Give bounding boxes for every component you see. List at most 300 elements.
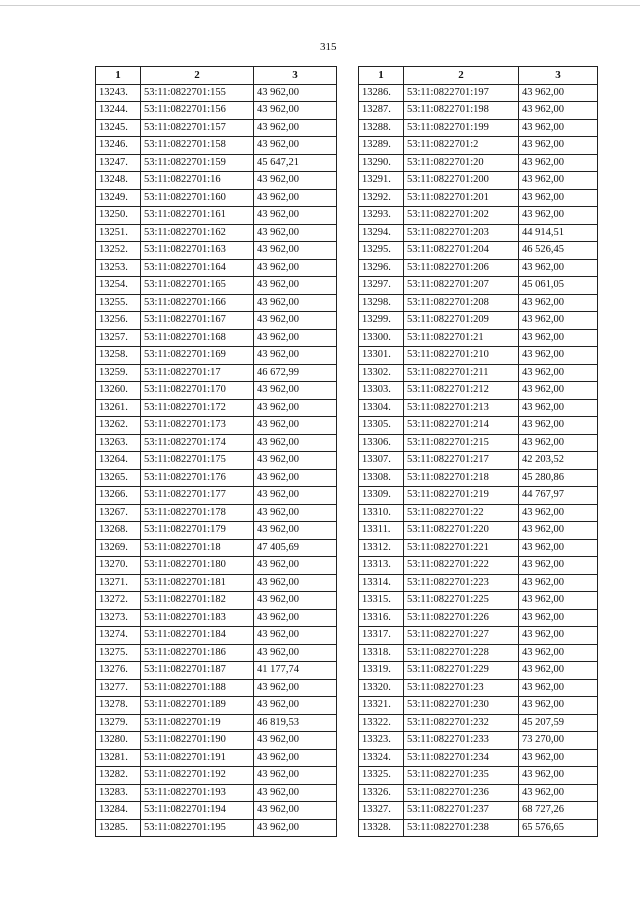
table-row <box>96 592 337 610</box>
row-number: 13271. <box>96 574 141 592</box>
row-number: 13249. <box>96 189 141 207</box>
cadastral-number: 53:11:0822701:200 <box>404 172 519 190</box>
table-row <box>359 644 598 662</box>
cadastral-number: 53:11:0822701:230 <box>404 697 519 715</box>
cadastral-value: 43 962,00 <box>254 487 337 505</box>
cadastral-number: 53:11:0822701:204 <box>404 242 519 260</box>
cadastral-value: 43 962,00 <box>254 259 337 277</box>
row-number: 13267. <box>96 504 141 522</box>
cadastral-number: 53:11:0822701:174 <box>141 434 254 452</box>
table-row <box>359 819 598 837</box>
row-number: 13282. <box>96 767 141 785</box>
cadastral-value: 43 962,00 <box>519 504 598 522</box>
table-row <box>96 504 337 522</box>
row-number: 13294. <box>359 224 404 242</box>
cadastral-number: 53:11:0822701:208 <box>404 294 519 312</box>
cadastral-number: 53:11:0822701:173 <box>141 417 254 435</box>
cadastral-number: 53:11:0822701:2 <box>404 137 519 155</box>
table-row <box>96 382 337 400</box>
row-number: 13307. <box>359 452 404 470</box>
row-number: 13287. <box>359 102 404 120</box>
cadastral-number: 53:11:0822701:209 <box>404 312 519 330</box>
table-row <box>96 662 337 680</box>
cadastral-number: 53:11:0822701:233 <box>404 732 519 750</box>
row-number: 13279. <box>96 714 141 732</box>
table-row <box>96 487 337 505</box>
cadastral-value: 43 962,00 <box>254 627 337 645</box>
cadastral-number: 53:11:0822701:207 <box>404 277 519 295</box>
row-number: 13284. <box>96 802 141 820</box>
cadastral-value: 43 962,00 <box>254 399 337 417</box>
table-row <box>359 679 598 697</box>
table-row <box>359 767 598 785</box>
cadastral-number: 53:11:0822701:229 <box>404 662 519 680</box>
cadastral-value: 43 962,00 <box>519 259 598 277</box>
cadastral-number: 53:11:0822701:238 <box>404 819 519 837</box>
row-number: 13256. <box>96 312 141 330</box>
row-number: 13275. <box>96 644 141 662</box>
cadastral-value: 43 962,00 <box>519 557 598 575</box>
cadastral-value: 65 576,65 <box>519 819 598 837</box>
table-row <box>359 259 598 277</box>
cadastral-value: 46 526,45 <box>519 242 598 260</box>
cadastral-value: 43 962,00 <box>254 452 337 470</box>
row-number: 13281. <box>96 749 141 767</box>
table-row <box>96 767 337 785</box>
cadastral-value: 47 405,69 <box>254 539 337 557</box>
table-row <box>359 382 598 400</box>
cadastral-value: 43 962,00 <box>519 592 598 610</box>
cadastral-value: 43 962,00 <box>254 172 337 190</box>
table-row <box>96 679 337 697</box>
table-row <box>96 732 337 750</box>
left-table <box>95 66 337 837</box>
table-row <box>359 84 598 102</box>
cadastral-value: 43 962,00 <box>254 732 337 750</box>
cadastral-number: 53:11:0822701:183 <box>141 609 254 627</box>
table-row <box>359 539 598 557</box>
cadastral-value: 43 962,00 <box>254 644 337 662</box>
row-number: 13280. <box>96 732 141 750</box>
row-number: 13260. <box>96 382 141 400</box>
cadastral-number: 53:11:0822701:237 <box>404 802 519 820</box>
row-number: 13291. <box>359 172 404 190</box>
table-row <box>359 277 598 295</box>
table-row <box>96 539 337 557</box>
cadastral-number: 53:11:0822701:219 <box>404 487 519 505</box>
cadastral-value: 43 962,00 <box>254 784 337 802</box>
cadastral-value: 43 962,00 <box>519 522 598 540</box>
column-header-3: 3 <box>519 67 598 85</box>
table-row <box>96 784 337 802</box>
cadastral-value: 43 962,00 <box>519 119 598 137</box>
table-row <box>96 749 337 767</box>
table-row <box>359 504 598 522</box>
row-number: 13295. <box>359 242 404 260</box>
table-row <box>359 224 598 242</box>
header-row <box>359 67 598 85</box>
row-number: 13285. <box>96 819 141 837</box>
table-row <box>96 312 337 330</box>
right-table-body <box>359 84 598 837</box>
row-number: 13246. <box>96 137 141 155</box>
row-number: 13326. <box>359 784 404 802</box>
cadastral-number: 53:11:0822701:175 <box>141 452 254 470</box>
cadastral-value: 43 962,00 <box>254 294 337 312</box>
cadastral-value: 43 962,00 <box>254 697 337 715</box>
table-row <box>96 434 337 452</box>
row-number: 13257. <box>96 329 141 347</box>
cadastral-number: 53:11:0822701:17 <box>141 364 254 382</box>
row-number: 13323. <box>359 732 404 750</box>
row-number: 13270. <box>96 557 141 575</box>
cadastral-number: 53:11:0822701:189 <box>141 697 254 715</box>
table-row <box>96 627 337 645</box>
cadastral-number: 53:11:0822701:203 <box>404 224 519 242</box>
cadastral-value: 68 727,26 <box>519 802 598 820</box>
cadastral-value: 43 962,00 <box>254 802 337 820</box>
row-number: 13298. <box>359 294 404 312</box>
table-row <box>96 329 337 347</box>
row-number: 13328. <box>359 819 404 837</box>
page-number: 315 <box>320 41 337 53</box>
cadastral-value: 43 962,00 <box>519 644 598 662</box>
cadastral-value: 43 962,00 <box>254 277 337 295</box>
cadastral-value: 45 061,05 <box>519 277 598 295</box>
table-row <box>359 749 598 767</box>
right-table <box>358 66 598 837</box>
cadastral-value: 43 962,00 <box>519 434 598 452</box>
row-number: 13317. <box>359 627 404 645</box>
cadastral-number: 53:11:0822701:228 <box>404 644 519 662</box>
cadastral-number: 53:11:0822701:23 <box>404 679 519 697</box>
row-number: 13251. <box>96 224 141 242</box>
row-number: 13283. <box>96 784 141 802</box>
cadastral-value: 43 962,00 <box>519 784 598 802</box>
row-number: 13309. <box>359 487 404 505</box>
row-number: 13314. <box>359 574 404 592</box>
cadastral-number: 53:11:0822701:16 <box>141 172 254 190</box>
row-number: 13266. <box>96 487 141 505</box>
table-row <box>96 347 337 365</box>
row-number: 13263. <box>96 434 141 452</box>
row-number: 13253. <box>96 259 141 277</box>
row-number: 13268. <box>96 522 141 540</box>
cadastral-value: 42 203,52 <box>519 452 598 470</box>
table-row <box>359 557 598 575</box>
cadastral-number: 53:11:0822701:179 <box>141 522 254 540</box>
cadastral-number: 53:11:0822701:168 <box>141 329 254 347</box>
cadastral-number: 53:11:0822701:223 <box>404 574 519 592</box>
row-number: 13322. <box>359 714 404 732</box>
column-header-2: 2 <box>141 67 254 85</box>
row-number: 13247. <box>96 154 141 172</box>
table-row <box>96 207 337 225</box>
table-row <box>96 557 337 575</box>
row-number: 13310. <box>359 504 404 522</box>
cadastral-value: 43 962,00 <box>254 329 337 347</box>
row-number: 13265. <box>96 469 141 487</box>
cadastral-number: 53:11:0822701:226 <box>404 609 519 627</box>
cadastral-number: 53:11:0822701:202 <box>404 207 519 225</box>
table-row <box>96 644 337 662</box>
cadastral-number: 53:11:0822701:234 <box>404 749 519 767</box>
cadastral-number: 53:11:0822701:222 <box>404 557 519 575</box>
cadastral-value: 43 962,00 <box>254 749 337 767</box>
cadastral-value: 43 962,00 <box>254 574 337 592</box>
cadastral-value: 45 207,59 <box>519 714 598 732</box>
cadastral-number: 53:11:0822701:21 <box>404 329 519 347</box>
table-row <box>359 242 598 260</box>
table-row <box>359 784 598 802</box>
cadastral-value: 43 962,00 <box>254 189 337 207</box>
cadastral-number: 53:11:0822701:167 <box>141 312 254 330</box>
cadastral-number: 53:11:0822701:206 <box>404 259 519 277</box>
row-number: 13308. <box>359 469 404 487</box>
cadastral-value: 43 962,00 <box>519 399 598 417</box>
cadastral-value: 45 280,86 <box>519 469 598 487</box>
table-row <box>359 452 598 470</box>
row-number: 13261. <box>96 399 141 417</box>
table-row <box>359 399 598 417</box>
row-number: 13293. <box>359 207 404 225</box>
cadastral-number: 53:11:0822701:22 <box>404 504 519 522</box>
cadastral-value: 43 962,00 <box>254 504 337 522</box>
cadastral-value: 43 962,00 <box>519 137 598 155</box>
table-row <box>96 154 337 172</box>
cadastral-number: 53:11:0822701:187 <box>141 662 254 680</box>
row-number: 13306. <box>359 434 404 452</box>
cadastral-value: 43 962,00 <box>254 242 337 260</box>
row-number: 13325. <box>359 767 404 785</box>
cadastral-number: 53:11:0822701:218 <box>404 469 519 487</box>
table-row <box>359 154 598 172</box>
table-row <box>96 469 337 487</box>
cadastral-value: 43 962,00 <box>519 767 598 785</box>
table-row <box>96 172 337 190</box>
cadastral-number: 53:11:0822701:18 <box>141 539 254 557</box>
row-number: 13276. <box>96 662 141 680</box>
cadastral-value: 43 962,00 <box>254 469 337 487</box>
cadastral-value: 43 962,00 <box>519 294 598 312</box>
cadastral-value: 43 962,00 <box>254 592 337 610</box>
table-row <box>96 137 337 155</box>
cadastral-number: 53:11:0822701:235 <box>404 767 519 785</box>
table-row <box>96 364 337 382</box>
cadastral-value: 46 819,53 <box>254 714 337 732</box>
cadastral-number: 53:11:0822701:191 <box>141 749 254 767</box>
top-scan-line <box>0 5 640 6</box>
cadastral-value: 43 962,00 <box>519 574 598 592</box>
cadastral-number: 53:11:0822701:220 <box>404 522 519 540</box>
cadastral-value: 73 270,00 <box>519 732 598 750</box>
table-row <box>96 452 337 470</box>
cadastral-number: 53:11:0822701:217 <box>404 452 519 470</box>
table-row <box>96 714 337 732</box>
cadastral-number: 53:11:0822701:193 <box>141 784 254 802</box>
cadastral-value: 43 962,00 <box>519 382 598 400</box>
cadastral-value: 43 962,00 <box>519 609 598 627</box>
cadastral-value: 43 962,00 <box>519 102 598 120</box>
cadastral-number: 53:11:0822701:161 <box>141 207 254 225</box>
cadastral-number: 53:11:0822701:213 <box>404 399 519 417</box>
cadastral-value: 43 962,00 <box>519 749 598 767</box>
row-number: 13288. <box>359 119 404 137</box>
cadastral-number: 53:11:0822701:164 <box>141 259 254 277</box>
row-number: 13313. <box>359 557 404 575</box>
table-row <box>359 574 598 592</box>
row-number: 13274. <box>96 627 141 645</box>
cadastral-value: 43 962,00 <box>519 697 598 715</box>
row-number: 13259. <box>96 364 141 382</box>
row-number: 13248. <box>96 172 141 190</box>
cadastral-number: 53:11:0822701:211 <box>404 364 519 382</box>
left-table-body <box>96 84 337 837</box>
cadastral-value: 43 962,00 <box>519 207 598 225</box>
cadastral-value: 43 962,00 <box>254 137 337 155</box>
cadastral-value: 43 962,00 <box>254 119 337 137</box>
table-row <box>96 574 337 592</box>
row-number: 13254. <box>96 277 141 295</box>
cadastral-number: 53:11:0822701:165 <box>141 277 254 295</box>
cadastral-number: 53:11:0822701:160 <box>141 189 254 207</box>
cadastral-value: 43 962,00 <box>519 539 598 557</box>
row-number: 13316. <box>359 609 404 627</box>
row-number: 13315. <box>359 592 404 610</box>
table-row <box>96 609 337 627</box>
cadastral-value: 43 962,00 <box>254 767 337 785</box>
table-row <box>359 102 598 120</box>
cadastral-value: 43 962,00 <box>254 312 337 330</box>
column-header-3: 3 <box>254 67 337 85</box>
table-row <box>359 469 598 487</box>
table-row <box>96 417 337 435</box>
cadastral-number: 53:11:0822701:158 <box>141 137 254 155</box>
table-row <box>96 189 337 207</box>
table-row <box>96 522 337 540</box>
cadastral-number: 53:11:0822701:178 <box>141 504 254 522</box>
cadastral-value: 43 962,00 <box>519 154 598 172</box>
row-number: 13245. <box>96 119 141 137</box>
row-number: 13277. <box>96 679 141 697</box>
cadastral-value: 43 962,00 <box>519 627 598 645</box>
table-row <box>359 732 598 750</box>
table-row <box>96 802 337 820</box>
row-number: 13273. <box>96 609 141 627</box>
cadastral-number: 53:11:0822701:221 <box>404 539 519 557</box>
table-row <box>96 294 337 312</box>
table-row <box>359 329 598 347</box>
table-row <box>96 242 337 260</box>
cadastral-number: 53:11:0822701:236 <box>404 784 519 802</box>
cadastral-value: 43 962,00 <box>519 364 598 382</box>
table-row <box>359 294 598 312</box>
column-header-1: 1 <box>96 67 141 85</box>
cadastral-value: 43 962,00 <box>254 224 337 242</box>
row-number: 13286. <box>359 84 404 102</box>
cadastral-value: 43 962,00 <box>519 312 598 330</box>
cadastral-value: 43 962,00 <box>254 609 337 627</box>
cadastral-number: 53:11:0822701:181 <box>141 574 254 592</box>
table-row <box>359 364 598 382</box>
row-number: 13302. <box>359 364 404 382</box>
row-number: 13296. <box>359 259 404 277</box>
cadastral-value: 43 962,00 <box>519 347 598 365</box>
table-row <box>359 347 598 365</box>
cadastral-value: 43 962,00 <box>254 522 337 540</box>
cadastral-value: 41 177,74 <box>254 662 337 680</box>
column-header-1: 1 <box>359 67 404 85</box>
cadastral-number: 53:11:0822701:212 <box>404 382 519 400</box>
row-number: 13305. <box>359 417 404 435</box>
cadastral-value: 44 914,51 <box>519 224 598 242</box>
cadastral-number: 53:11:0822701:177 <box>141 487 254 505</box>
table-row <box>359 522 598 540</box>
cadastral-number: 53:11:0822701:169 <box>141 347 254 365</box>
row-number: 13299. <box>359 312 404 330</box>
cadastral-value: 43 962,00 <box>254 819 337 837</box>
cadastral-number: 53:11:0822701:195 <box>141 819 254 837</box>
table-row <box>359 592 598 610</box>
table-row <box>359 312 598 330</box>
table-row <box>96 277 337 295</box>
row-number: 13303. <box>359 382 404 400</box>
cadastral-value: 43 962,00 <box>254 102 337 120</box>
cadastral-value: 43 962,00 <box>519 189 598 207</box>
table-row <box>359 662 598 680</box>
cadastral-number: 53:11:0822701:155 <box>141 84 254 102</box>
row-number: 13264. <box>96 452 141 470</box>
cadastral-value: 44 767,97 <box>519 487 598 505</box>
row-number: 13311. <box>359 522 404 540</box>
row-number: 13312. <box>359 539 404 557</box>
table-row <box>359 189 598 207</box>
row-number: 13324. <box>359 749 404 767</box>
row-number: 13297. <box>359 277 404 295</box>
cadastral-number: 53:11:0822701:172 <box>141 399 254 417</box>
row-number: 13300. <box>359 329 404 347</box>
cadastral-number: 53:11:0822701:215 <box>404 434 519 452</box>
cadastral-number: 53:11:0822701:19 <box>141 714 254 732</box>
cadastral-number: 53:11:0822701:188 <box>141 679 254 697</box>
cadastral-number: 53:11:0822701:166 <box>141 294 254 312</box>
table-row <box>359 487 598 505</box>
table-row <box>359 137 598 155</box>
cadastral-number: 53:11:0822701:156 <box>141 102 254 120</box>
table-row <box>359 172 598 190</box>
table-row <box>359 207 598 225</box>
row-number: 13327. <box>359 802 404 820</box>
row-number: 13289. <box>359 137 404 155</box>
cadastral-number: 53:11:0822701:201 <box>404 189 519 207</box>
row-number: 13304. <box>359 399 404 417</box>
table-row <box>96 102 337 120</box>
cadastral-number: 53:11:0822701:194 <box>141 802 254 820</box>
row-number: 13243. <box>96 84 141 102</box>
cadastral-number: 53:11:0822701:214 <box>404 417 519 435</box>
row-number: 13250. <box>96 207 141 225</box>
table-row <box>96 84 337 102</box>
cadastral-value: 43 962,00 <box>519 417 598 435</box>
cadastral-value: 43 962,00 <box>254 417 337 435</box>
row-number: 13301. <box>359 347 404 365</box>
cadastral-value: 43 962,00 <box>519 662 598 680</box>
row-number: 13292. <box>359 189 404 207</box>
cadastral-number: 53:11:0822701:227 <box>404 627 519 645</box>
cadastral-number: 53:11:0822701:190 <box>141 732 254 750</box>
cadastral-number: 53:11:0822701:197 <box>404 84 519 102</box>
cadastral-number: 53:11:0822701:159 <box>141 154 254 172</box>
